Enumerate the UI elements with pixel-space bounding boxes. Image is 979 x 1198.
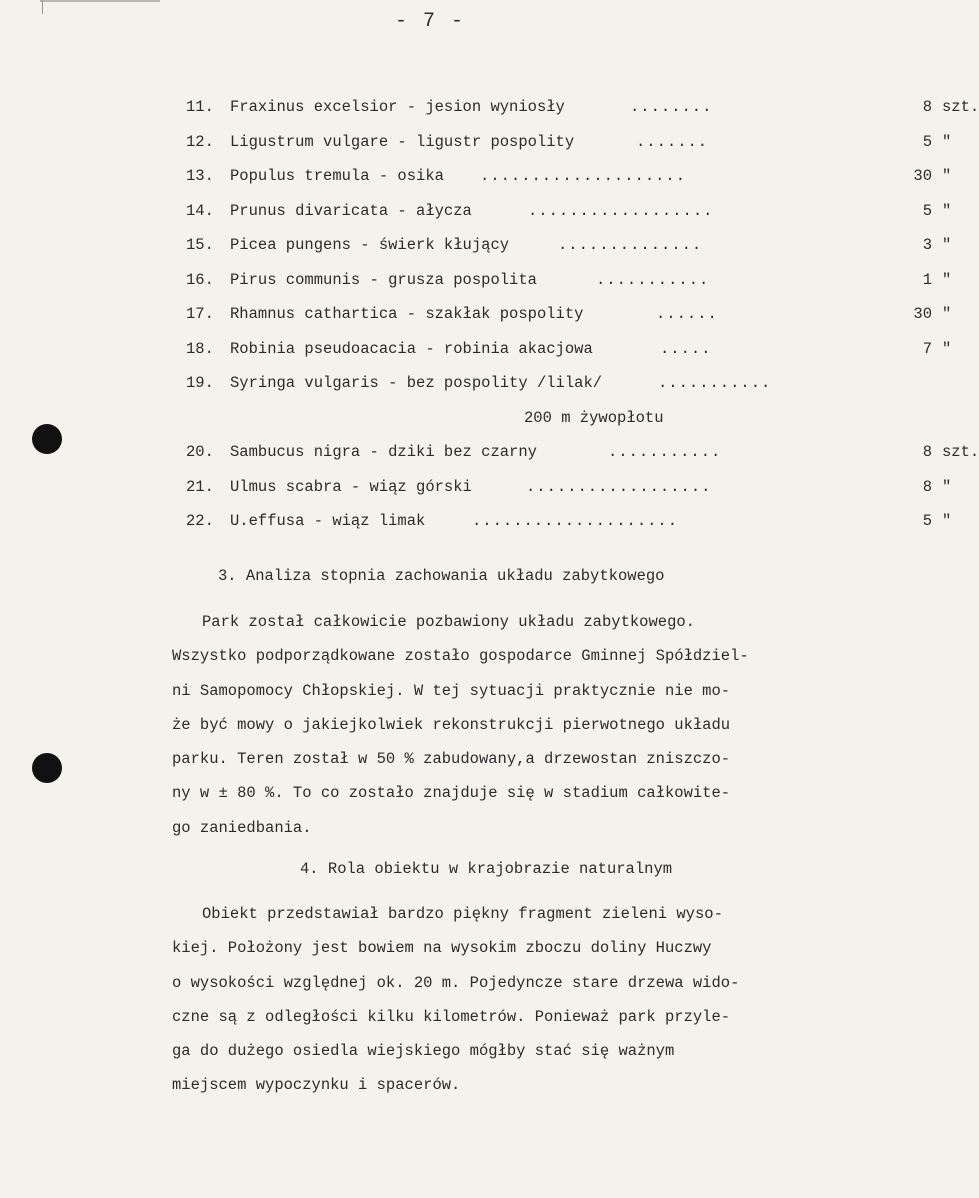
leader-dots: .............. <box>558 236 703 254</box>
species-quantity: 3 <box>922 236 932 254</box>
species-quantity: 7 <box>922 339 932 358</box>
species-name: Prunus divaricata - ałycza <box>230 201 472 220</box>
leader-dots: ........... <box>608 443 722 461</box>
species-row <box>186 200 952 235</box>
species-quantity: 30 <box>913 305 932 323</box>
leader-dots: ....... <box>636 132 709 151</box>
paragraph-line: czne są z odległości kilku kilometrów. Ponieważ park przyle- <box>172 1007 731 1026</box>
species-row <box>186 407 826 442</box>
top-edge-line <box>40 0 160 2</box>
species-row <box>186 303 952 338</box>
species-number: 22. <box>186 512 214 530</box>
species-name: Ulmus scabra - wiąz górski <box>230 477 472 496</box>
species-quantity: 8 <box>922 443 932 461</box>
paragraph-line: Wszystko podporządkowane zostało gospodarce Gminnej Spółdziel- <box>172 647 749 666</box>
species-row <box>186 476 952 511</box>
leader-dots: ........... <box>658 374 772 392</box>
species-number: 12. <box>186 132 214 151</box>
species-list <box>186 96 979 545</box>
species-name: Populus tremula - osika <box>230 167 444 185</box>
species-name: Picea pungens - świerk kłujący <box>230 236 510 254</box>
quantity-unit: " <box>942 339 952 358</box>
species-number: 15. <box>186 236 214 254</box>
leader-dots: .................. <box>526 477 712 496</box>
paragraph-line: miejscem wypoczynku i spacerów. <box>172 1076 461 1095</box>
species-row <box>186 269 952 304</box>
paragraph-line: Obiekt przedstawiał bardzo piękny fragment zieleni wyso- <box>202 905 723 923</box>
species-name: Syringa vulgaris - bez pospolity /lilak/ <box>230 374 603 392</box>
species-number: 14. <box>186 201 214 220</box>
species-row <box>186 372 826 407</box>
species-quantity: 8 <box>922 98 932 116</box>
species-name: Robinia pseudoacacia - robinia akacjowa <box>230 339 593 358</box>
paragraph-line: ny w ± 80 %. To co zostało znajduje się w stadium całkowite- <box>172 784 731 803</box>
species-row <box>186 165 952 200</box>
edge-mark <box>42 0 43 14</box>
quantity-unit: " <box>942 236 952 254</box>
quantity-unit: " <box>942 477 952 496</box>
paragraph-line: ga do dużego osiedla wiejskiego mógłby stać się ważnym <box>172 1042 675 1061</box>
species-row <box>186 131 952 166</box>
species-number: 21. <box>186 477 214 496</box>
quantity-unit: szt. <box>942 443 979 461</box>
quantity-unit: " <box>942 132 952 151</box>
species-row <box>186 96 979 131</box>
quantity-unit: " <box>942 167 952 185</box>
species-number: 11. <box>186 98 214 116</box>
species-quantity: 8 <box>922 477 932 496</box>
species-name: Ligustrum vulgare - ligustr pospolity <box>230 132 575 151</box>
species-row <box>186 441 979 476</box>
species-row <box>186 510 952 545</box>
paragraph-line: kiej. Położony jest bowiem na wysokim zboczu doliny Huczwy <box>172 939 712 958</box>
punch-hole-bottom <box>32 753 62 783</box>
leader-dots: ........... <box>596 270 710 289</box>
leader-dots: ..... <box>660 339 712 358</box>
paragraph-line: ni Samopomocy Chłopskiej. W tej sytuacji praktycznie nie mo- <box>172 681 731 700</box>
species-quantity: 30 <box>913 167 932 185</box>
paragraph-line: go zaniedbania. <box>172 818 312 837</box>
species-number: 19. <box>186 374 214 392</box>
species-quantity: 1 <box>922 270 932 289</box>
quantity-unit: szt. <box>942 98 979 116</box>
section-3-paragraph <box>172 611 832 851</box>
leader-dots: ........ <box>630 98 713 116</box>
species-quantity: 5 <box>922 512 932 530</box>
leader-dots: .................... <box>480 167 687 185</box>
quantity-unit: " <box>942 270 952 289</box>
quantity-unit: " <box>942 201 952 220</box>
section-4-paragraph <box>172 903 832 1109</box>
hedge-length-note: 200 m żywopłotu <box>524 408 664 427</box>
species-quantity: 5 <box>922 201 932 220</box>
species-name: Sambucus nigra - dziki bez czarny <box>230 443 537 461</box>
leader-dots: ...... <box>656 305 718 323</box>
paragraph-line: że być mowy o jakiejkolwiek rekonstrukcji pierwotnego układu <box>172 715 731 734</box>
leader-dots: .................... <box>472 512 679 530</box>
punch-hole-top <box>32 424 62 454</box>
page-number: - 7 - <box>395 10 466 33</box>
species-number: 18. <box>186 339 214 358</box>
species-number: 17. <box>186 305 214 323</box>
section-4-heading: 4. Rola obiektu w krajobrazie naturalnym <box>300 860 673 878</box>
species-number: 13. <box>186 167 214 185</box>
quantity-unit: " <box>942 305 952 323</box>
paragraph-line: Park został całkowicie pozbawiony układu zabytkowego. <box>202 613 695 631</box>
species-quantity: 5 <box>922 132 932 151</box>
species-number: 20. <box>186 443 214 461</box>
species-name: Pirus communis - grusza pospolita <box>230 270 537 289</box>
species-name: Fraxinus excelsior - jesion wyniosły <box>230 98 565 116</box>
leader-dots: .................. <box>528 201 714 220</box>
paragraph-line: parku. Teren został w 50 % zabudowany,a drzewostan zniszczo- <box>172 750 731 769</box>
species-row <box>186 338 952 373</box>
quantity-unit: " <box>942 512 952 530</box>
species-row <box>186 234 952 269</box>
paragraph-line: o wysokości względnej ok. 20 m. Pojedyncze stare drzewa wido- <box>172 973 740 992</box>
section-3-heading: 3. Analiza stopnia zachowania układu zabytkowego <box>218 567 665 585</box>
species-number: 16. <box>186 270 214 289</box>
species-name: U.effusa - wiąz limak <box>230 512 426 530</box>
species-name: Rhamnus cathartica - szakłak pospolity <box>230 305 584 323</box>
